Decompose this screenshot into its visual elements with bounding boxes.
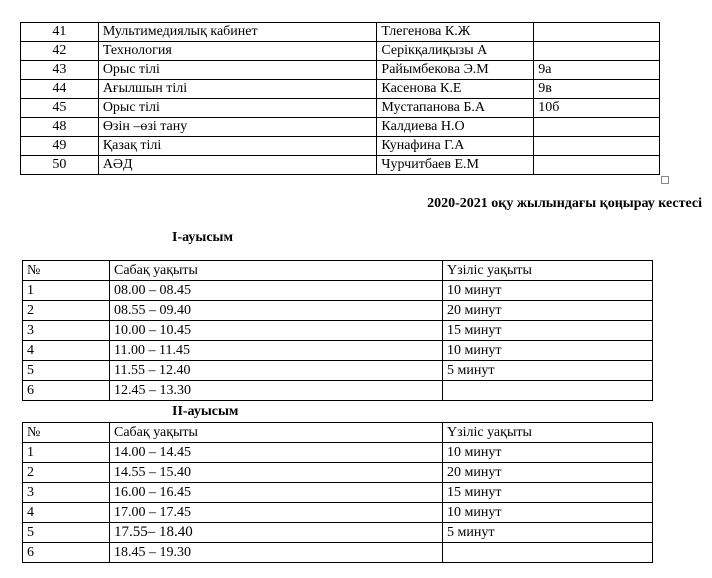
table-row	[21, 61, 660, 80]
break-time: 20 минут	[443, 463, 653, 483]
lesson-number: 5	[23, 361, 110, 381]
break-time: 15 минут	[443, 321, 653, 341]
room-teacher: Райымбекова Э.М	[377, 61, 534, 80]
lesson-number: 3	[23, 483, 110, 503]
break-time: 5 минут	[443, 361, 653, 381]
lesson-time: 18.45 – 19.30	[110, 543, 443, 563]
lesson-number: 6	[23, 543, 110, 563]
table-row	[21, 42, 660, 61]
header-number: №	[23, 423, 110, 443]
break-time: 10 минут	[443, 281, 653, 301]
room-subject: Қазақ тілі	[98, 137, 377, 156]
room-subject: Ағылшын тілі	[98, 80, 377, 99]
lesson-number: 5	[23, 523, 110, 543]
room-teacher: Калдиева Н.О	[377, 118, 534, 137]
room-subject: Өзін –өзі тану	[98, 118, 377, 137]
header-number: №	[23, 261, 110, 281]
room-subject: Мультимедиялық кабинет	[98, 23, 377, 42]
lesson-number: 1	[23, 443, 110, 463]
room-class	[534, 156, 660, 175]
table-row	[23, 341, 653, 361]
break-time: 5 минут	[443, 523, 653, 543]
header-break-time: Үзіліс уақыты	[443, 423, 653, 443]
lesson-time: 17.00 – 17.45	[110, 503, 443, 523]
room-class	[534, 42, 660, 61]
table-row	[23, 301, 653, 321]
shift2-bell-table	[22, 422, 653, 563]
lesson-number: 1	[23, 281, 110, 301]
break-time: 10 минут	[443, 503, 653, 523]
shift1-bell-table	[22, 260, 653, 401]
lesson-time: 12.45 – 13.30	[110, 381, 443, 401]
shift1-title: I-ауысым	[172, 230, 234, 245]
table-row	[21, 99, 660, 118]
room-number: 41	[21, 23, 99, 42]
lesson-time: 17.55– 18.40	[110, 523, 443, 543]
table-resize-handle[interactable]	[661, 176, 669, 184]
lesson-time: 08.00 – 08.45	[110, 281, 443, 301]
room-class	[534, 118, 660, 137]
table-row	[23, 361, 653, 381]
lesson-number: 6	[23, 381, 110, 401]
break-time	[443, 543, 653, 563]
room-subject: Орыс тілі	[98, 61, 377, 80]
table-row	[21, 118, 660, 137]
room-class: 10б	[534, 99, 660, 118]
break-time	[443, 381, 653, 401]
lesson-number: 4	[23, 341, 110, 361]
lesson-number: 2	[23, 463, 110, 483]
rooms-table	[20, 22, 660, 175]
table-row	[23, 463, 653, 483]
lesson-time: 14.00 – 14.45	[110, 443, 443, 463]
header-break-time: Үзіліс уақыты	[443, 261, 653, 281]
table-row	[21, 156, 660, 175]
lesson-number: 3	[23, 321, 110, 341]
room-teacher: Серікқалиқызы А	[377, 42, 534, 61]
break-time: 20 минут	[443, 301, 653, 321]
table-row	[23, 443, 653, 463]
page-title: 2020-2021 оқу жылындағы қоңырау кестесі	[427, 196, 702, 211]
table-row	[23, 543, 653, 563]
table-header-row	[23, 261, 653, 281]
break-time: 10 минут	[443, 443, 653, 463]
room-number: 44	[21, 80, 99, 99]
room-teacher: Кунафина Г.А	[377, 137, 534, 156]
break-time: 10 минут	[443, 341, 653, 361]
table-row	[23, 483, 653, 503]
room-class	[534, 23, 660, 42]
table-row	[21, 23, 660, 42]
table-row	[23, 503, 653, 523]
room-class	[534, 137, 660, 156]
lesson-time: 16.00 – 16.45	[110, 483, 443, 503]
table-row	[23, 321, 653, 341]
room-teacher: Мустапанова Б.А	[377, 99, 534, 118]
lesson-time: 14.55 – 15.40	[110, 463, 443, 483]
table-row	[21, 137, 660, 156]
room-teacher: Чурчитбаев Е.М	[377, 156, 534, 175]
room-subject: АӘД	[98, 156, 377, 175]
room-teacher: Тлегенова К.Ж	[377, 23, 534, 42]
room-class: 9в	[534, 80, 660, 99]
room-subject: Орыс тілі	[98, 99, 377, 118]
room-number: 50	[21, 156, 99, 175]
lesson-time: 08.55 – 09.40	[110, 301, 443, 321]
room-number: 45	[21, 99, 99, 118]
room-number: 43	[21, 61, 99, 80]
room-class: 9а	[534, 61, 660, 80]
lesson-number: 4	[23, 503, 110, 523]
lesson-number: 2	[23, 301, 110, 321]
table-row	[23, 523, 653, 543]
table-row	[23, 381, 653, 401]
header-lesson-time: Сабақ уақыты	[110, 261, 443, 281]
room-number: 42	[21, 42, 99, 61]
room-subject: Технология	[98, 42, 377, 61]
room-teacher: Касенова К.Е	[377, 80, 534, 99]
room-number: 49	[21, 137, 99, 156]
lesson-time: 11.00 – 11.45	[110, 341, 443, 361]
lesson-time: 10.00 – 10.45	[110, 321, 443, 341]
header-lesson-time: Сабақ уақыты	[110, 423, 443, 443]
lesson-time: 11.55 – 12.40	[110, 361, 443, 381]
shift2-title: II-ауысым	[172, 404, 239, 419]
break-time: 15 минут	[443, 483, 653, 503]
table-row	[23, 281, 653, 301]
table-header-row	[23, 423, 653, 443]
table-row	[21, 80, 660, 99]
room-number: 48	[21, 118, 99, 137]
